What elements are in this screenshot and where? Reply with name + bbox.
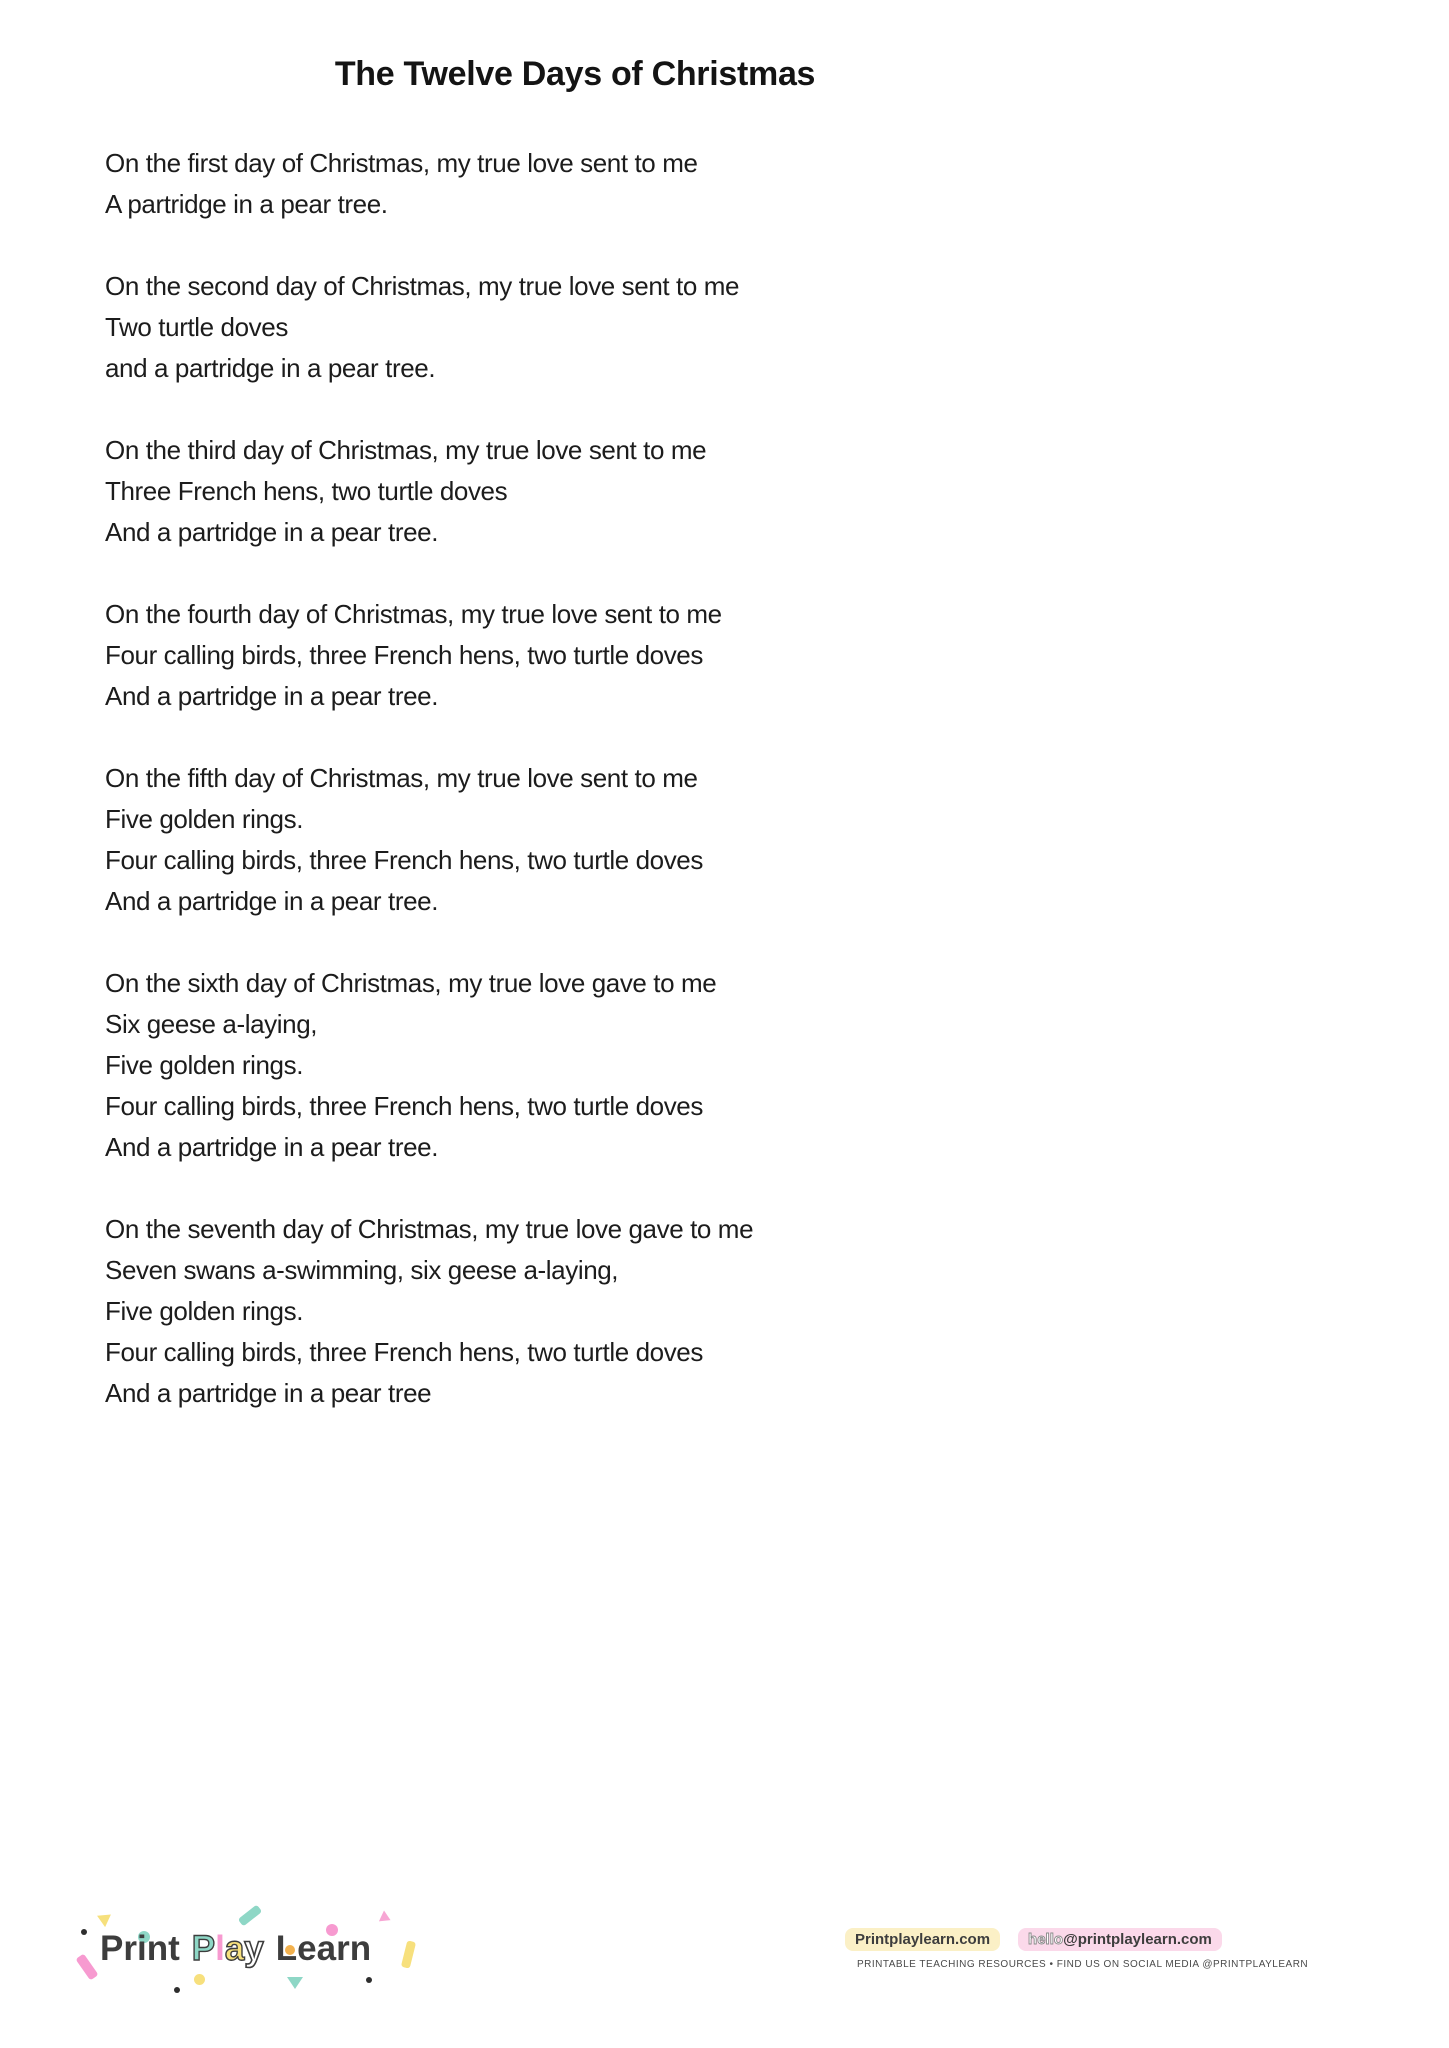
verse-5	[105, 758, 1205, 922]
confetti-black-dot-icon	[174, 1987, 180, 1993]
page-title: The Twelve Days of Christmas	[334, 55, 816, 93]
logo-letter-a: a	[224, 1929, 245, 1968]
verse-line: And a partridge in a pear tree.	[105, 1132, 439, 1162]
print-play-learn-logo	[100, 1929, 371, 1969]
logo-letter-y: y	[244, 1929, 264, 1968]
confetti-teal-bar-icon	[238, 1905, 262, 1927]
verse-line: Seven swans a-swimming, six geese a-laying,	[105, 1255, 619, 1285]
verse-line: Five golden rings.	[105, 804, 304, 834]
verse-1	[105, 143, 1205, 225]
verse-line: On the seventh day of Christmas, my true love gave to me	[105, 1214, 754, 1244]
verse-3	[105, 430, 1205, 553]
verse-2	[105, 266, 1205, 389]
verse-line: And a partridge in a pear tree.	[105, 681, 439, 711]
verse-line: Five golden rings.	[105, 1050, 304, 1080]
verse-line: Four calling birds, three French hens, two turtle doves	[105, 1091, 703, 1121]
confetti-yellow-triangle-icon	[97, 1909, 115, 1927]
logo-word-print: Print	[100, 1929, 180, 1968]
logo-letter-p: P	[191, 1929, 216, 1968]
verse-line: And a partridge in a pear tree.	[105, 517, 439, 547]
verse-line: On the second day of Christmas, my true love sent to me	[105, 271, 740, 301]
logo-word-learn: Learn	[275, 1929, 372, 1968]
verse-line: On the first day of Christmas, my true love sent to me	[105, 148, 698, 178]
confetti-yellow-dot-icon	[194, 1974, 205, 1985]
verse-line: And a partridge in a pear tree	[105, 1378, 432, 1408]
verse-line: A partridge in a pear tree.	[105, 189, 388, 219]
confetti-pink-triangle-icon	[379, 1910, 393, 1925]
email-link[interactable]	[1018, 1928, 1222, 1951]
confetti-yellow-bar-icon	[401, 1940, 416, 1968]
verse-line: On the fifth day of Christmas, my true love sent to me	[105, 763, 698, 793]
website-link[interactable]: Printplaylearn.com	[845, 1928, 1000, 1951]
verse-line: Four calling birds, three French hens, two turtle doves	[105, 845, 703, 875]
email-domain: @printplaylearn.com	[1063, 1931, 1212, 1948]
verse-line: On the fourth day of Christmas, my true love sent to me	[105, 599, 722, 629]
logo-letter-l: l	[215, 1929, 225, 1968]
verse-line: On the sixth day of Christmas, my true love gave to me	[105, 968, 717, 998]
email-hello: hello	[1028, 1931, 1064, 1948]
logo-word-play	[192, 1929, 264, 1968]
confetti-black-dot-icon	[81, 1929, 87, 1935]
lyrics-body	[105, 143, 1205, 1455]
footer-links	[845, 1928, 1222, 1951]
verse-line: Three French hens, two turtle doves	[105, 476, 508, 506]
footer-tagline: PRINTABLE TEACHING RESOURCES • FIND US ON SOCIAL MEDIA @PRINTPLAYLEARN	[857, 1959, 1309, 1970]
verse-line: Four calling birds, three French hens, two turtle doves	[105, 640, 703, 670]
verse-line: Two turtle doves	[105, 312, 288, 342]
confetti-teal-triangle-icon	[287, 1977, 303, 1989]
verse-6	[105, 963, 1205, 1168]
confetti-pink-bar-icon	[75, 1953, 98, 1980]
verse-line: And a partridge in a pear tree.	[105, 886, 439, 916]
verse-7	[105, 1209, 1205, 1414]
verse-line: Four calling birds, three French hens, two turtle doves	[105, 1337, 703, 1367]
verse-4	[105, 594, 1205, 717]
confetti-black-dot-icon	[366, 1977, 372, 1983]
verse-line: Five golden rings.	[105, 1296, 304, 1326]
verse-line: and a partridge in a pear tree.	[105, 353, 436, 383]
verse-line: Six geese a-laying,	[105, 1009, 318, 1039]
verse-line: On the third day of Christmas, my true love sent to me	[105, 435, 707, 465]
